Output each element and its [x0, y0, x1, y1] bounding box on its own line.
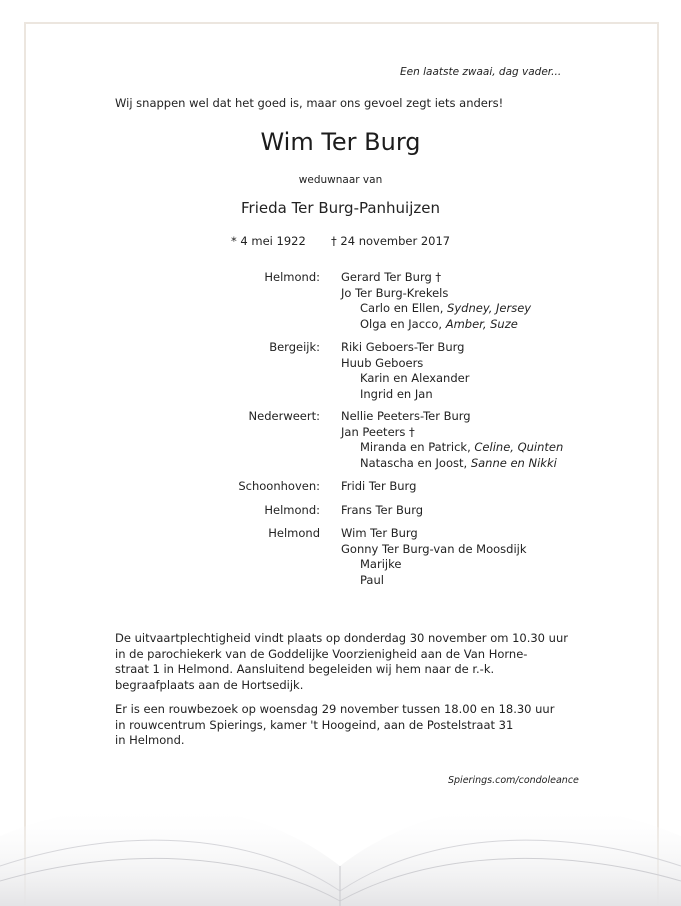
- member-name: Jo Ter Burg-Krekels: [341, 285, 449, 300]
- member-name: Huub Geboers: [341, 355, 424, 370]
- funeral-line: begraafplaats aan de Hortsedijk.: [115, 677, 304, 692]
- family-member: [341, 526, 418, 540]
- member-name: Karin en Alexander: [360, 371, 470, 385]
- family-member: [360, 456, 557, 470]
- funeral-line: in de parochiekerk van de Goddelijke Voorzienigheid aan de Van Horne-: [115, 646, 528, 661]
- family-member: [341, 542, 527, 556]
- member-name: Nellie Peeters-Ter Burg: [341, 409, 471, 423]
- visitation-line: in rouwcentrum Spierings, kamer 't Hoogeind, aan de Postelstraat 31: [115, 717, 514, 732]
- member-name: Frans Ter Burg: [341, 503, 424, 517]
- relation-label: weduwnaar van: [298, 174, 383, 186]
- family-member: [341, 479, 416, 493]
- birth-date: * 4 mei 1922: [231, 234, 306, 248]
- funeral-paragraph: [115, 631, 585, 693]
- member-children: Sanne en Nikki: [470, 455, 557, 470]
- family-member: [341, 270, 441, 284]
- member-name: Fridi Ter Burg: [341, 479, 417, 493]
- family-member: [341, 503, 423, 517]
- member-name: Carlo en Ellen,: [360, 301, 448, 315]
- member-name: Wim Ter Burg: [341, 526, 418, 540]
- family-member: [360, 317, 518, 331]
- family-member: [360, 573, 384, 587]
- family-member: [360, 557, 401, 571]
- visitation-line: Er is een rouwbezoek op woensdag 29 november tussen 18.00 en 18.30 uur: [115, 702, 555, 716]
- family-member: [341, 409, 471, 423]
- family-member: [341, 340, 464, 354]
- family-member: [341, 425, 415, 439]
- member-name: Riki Geboers-Ter Burg: [341, 340, 465, 354]
- member-name: Natascha en Joost,: [360, 455, 471, 470]
- funeral-line: straat 1 in Helmond. Aansluitend begeleiden wij hem naar de r.-k.: [115, 662, 495, 676]
- deceased-name: Wim Ter Burg: [260, 128, 421, 156]
- visitation-paragraph: [115, 702, 585, 749]
- member-name: Ingrid en Jan: [360, 386, 433, 401]
- member-children: Sydney, Jersey: [447, 301, 532, 315]
- death-date: † 24 november 2017: [331, 234, 451, 248]
- family-member: [360, 301, 531, 315]
- member-children: Celine, Quinten: [474, 440, 564, 454]
- visitation-line: in Helmond.: [115, 733, 185, 747]
- member-name: Gerard Ter Burg †: [341, 270, 442, 284]
- member-name: Olga en Jacco,: [360, 316, 446, 331]
- member-name: Miranda en Patrick,: [360, 440, 475, 454]
- member-children: Amber, Suze: [445, 316, 518, 331]
- spouse-name: Frieda Ter Burg-Panhuijzen: [240, 199, 441, 217]
- family-place: Bergeijk:: [269, 340, 320, 354]
- family-member: [341, 356, 423, 370]
- family-member: [360, 371, 469, 385]
- family-member: [341, 286, 448, 300]
- family-place: Helmond:: [264, 503, 320, 517]
- motto: Een laatste zwaai, dag vader...: [400, 66, 562, 78]
- family-place: Helmond: [268, 526, 320, 540]
- funeral-line: De uitvaartplechtigheid vindt plaats op donderdag 30 november om 10.30 uur: [115, 631, 568, 645]
- subline: Wij snappen wel dat het goed is, maar ons gevoel zegt iets anders!: [115, 96, 504, 110]
- family-member: [360, 440, 563, 454]
- member-name: Marijke: [360, 557, 402, 571]
- member-name: Jan Peeters †: [341, 424, 415, 439]
- family-place: Schoonhoven:: [238, 479, 320, 493]
- condolence-link[interactable]: Spierings.com/condoleance: [448, 775, 579, 786]
- family-place: Nederweert:: [248, 409, 320, 423]
- member-name: Gonny Ter Burg-van de Moosdijk: [341, 541, 527, 556]
- member-name: Paul: [360, 572, 384, 587]
- family-member: [360, 387, 433, 401]
- family-place: Helmond:: [264, 270, 320, 284]
